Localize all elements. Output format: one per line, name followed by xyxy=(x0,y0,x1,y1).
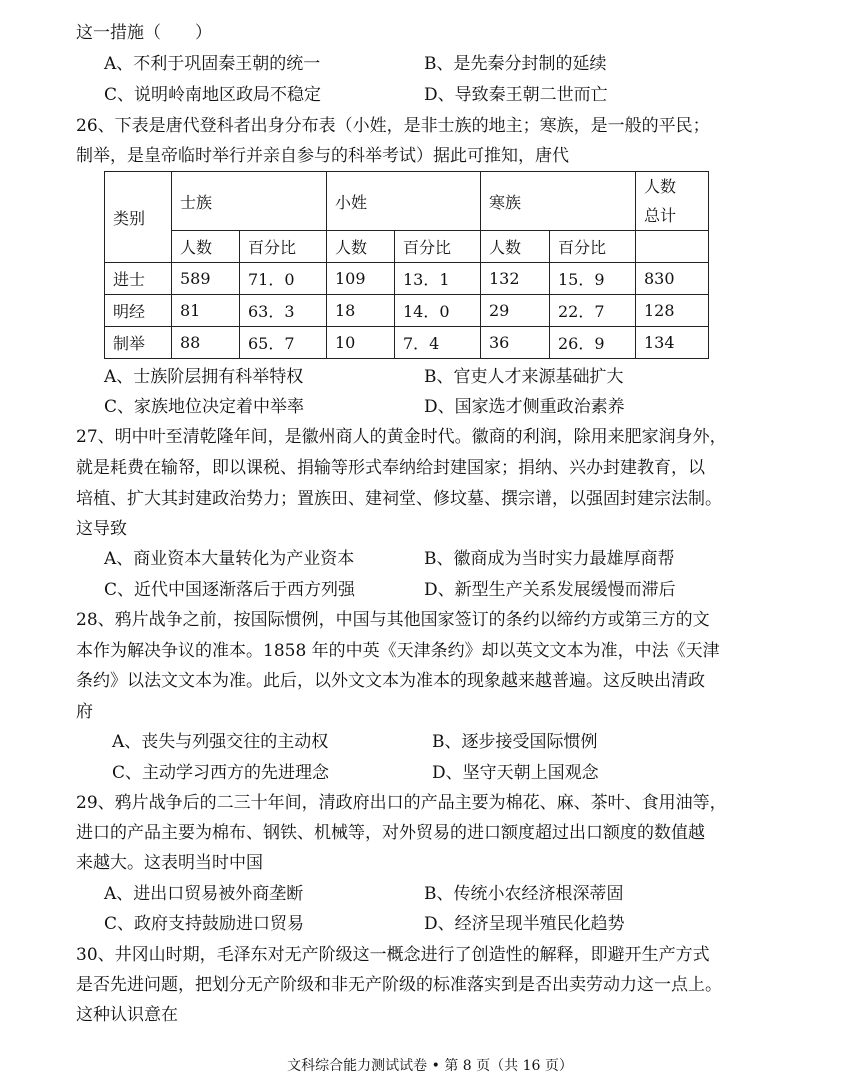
table-cell: 81 xyxy=(172,295,240,327)
table-cell: 29 xyxy=(481,295,550,327)
row-label: 明经 xyxy=(105,295,172,327)
page-footer: 文科综合能力测试试卷 • 第 8 页（共 16 页） xyxy=(287,1058,573,1074)
q29-option-c: C、政府支持鼓励进口贸易 xyxy=(104,914,305,934)
table-header-category: 类别 xyxy=(105,172,172,263)
table-cell: 65．7 xyxy=(240,327,327,359)
table-subheader-count: 人数 xyxy=(481,231,550,263)
q30-stem-line-3: 这种认识意在 xyxy=(76,1005,178,1025)
table-cell: 13．1 xyxy=(395,263,481,295)
q26-stem-line-2: 制举，是皇帝临时举行并亲自参与的科举考试）据此可推知，唐代 xyxy=(76,146,569,166)
q25-option-c: C、说明岭南地区政局不稳定 xyxy=(104,85,322,105)
table-cell: 22．7 xyxy=(550,295,636,327)
table-subheader-count: 人数 xyxy=(327,231,395,263)
table-header-xiaoxing: 小姓 xyxy=(327,172,481,231)
q27-stem-line-3: 培植、扩大其封建政治势力；置族田、建祠堂、修坟墓、撰宗谱，以强固封建宗法制。 xyxy=(76,489,722,509)
table-header-hanzu: 寒族 xyxy=(481,172,636,231)
q29-stem-line-3: 来越大。这表明当时中国 xyxy=(76,853,263,873)
row-label: 制举 xyxy=(105,327,172,359)
q26-option-d: D、国家选才侧重政治素养 xyxy=(424,397,625,417)
q28-option-a: A、丧失与列强交往的主动权 xyxy=(112,732,329,752)
table-cell: 14．0 xyxy=(395,295,481,327)
q26-option-b: B、官吏人才来源基础扩大 xyxy=(424,367,624,387)
table-subheader-blank xyxy=(636,231,709,263)
q30-stem-line-2: 是否先进问题，把划分无产阶级和非无产阶级的标准落实到是否出卖劳动力这一点上。 xyxy=(76,975,722,995)
q26-option-a: A、士族阶层拥有科举特权 xyxy=(104,367,304,387)
q28-option-c: C、主动学习西方的先进理念 xyxy=(112,763,330,783)
q28-option-b: B、逐步接受国际惯例 xyxy=(432,732,598,752)
table-cell: 109 xyxy=(327,263,395,295)
table-cell: 63．3 xyxy=(240,295,327,327)
table-header-shizu: 士族 xyxy=(172,172,327,231)
table-subheader-percent: 百分比 xyxy=(395,231,481,263)
q25-option-a: A、不利于巩固秦王朝的统一 xyxy=(104,54,321,74)
q28-stem-line-3: 条约》以法文文本为准。此后，以外文文本为准本的现象越来越普遍。这反映出清政 xyxy=(76,671,705,691)
table-row xyxy=(105,295,709,327)
row-label: 进士 xyxy=(105,263,172,295)
q27-option-a: A、商业资本大量转化为产业资本 xyxy=(104,549,355,569)
table-cell: 88 xyxy=(172,327,240,359)
table-subheader-percent: 百分比 xyxy=(240,231,327,263)
table-row xyxy=(105,327,709,359)
table-cell: 830 xyxy=(636,263,709,295)
q29-option-a: A、进出口贸易被外商垄断 xyxy=(104,884,304,904)
table-row xyxy=(105,263,709,295)
table-cell: 132 xyxy=(481,263,550,295)
table-header-total xyxy=(636,172,709,231)
table-header-total-line-2: 总计 xyxy=(644,206,677,225)
table-cell: 7．4 xyxy=(395,327,481,359)
table-cell: 15．9 xyxy=(550,263,636,295)
table-cell: 71．0 xyxy=(240,263,327,295)
q27-option-b: B、徽商成为当时实力最雄厚商帮 xyxy=(424,549,675,569)
table-cell: 18 xyxy=(327,295,395,327)
table-cell: 589 xyxy=(172,263,240,295)
q27-stem-line-2: 就是耗费在输帑，即以课税、捐输等形式奉纳给封建国家；捐纳、兴办封建教育，以 xyxy=(76,458,705,478)
q28-stem-line-2: 本作为解决争议的准本。1858 年的中英《天津条约》却以英文文本为准，中法《天津 xyxy=(76,641,720,661)
candidate-origin-table xyxy=(104,171,709,359)
q27-option-d: D、新型生产关系发展缓慢而滞后 xyxy=(424,580,676,600)
q29-option-b: B、传统小农经济根深蒂固 xyxy=(424,884,624,904)
q29-option-d: D、经济呈现半殖民化趋势 xyxy=(424,914,625,934)
q28-option-d: D、坚守天朝上国观念 xyxy=(432,763,599,783)
table-cell: 134 xyxy=(636,327,709,359)
q26-stem-line-1: 26、下表是唐代登科者出身分布表（小姓，是非士族的地主；寒族，是一般的平民； xyxy=(76,116,710,136)
table-header-total-line-1: 人数 xyxy=(644,177,677,196)
q26-option-c: C、家族地位决定着中举率 xyxy=(104,397,305,417)
q29-stem-line-1: 29、鸦片战争后的二三十年间，清政府出口的产品主要为棉花、麻、茶叶、食用油等， xyxy=(76,793,727,813)
q29-stem-line-2: 进口的产品主要为棉布、钢铁、机械等，对外贸易的进口额度超过出口额度的数值越 xyxy=(76,823,705,843)
q25-stem-end: 这一措施（ ） xyxy=(76,23,212,43)
table-cell: 128 xyxy=(636,295,709,327)
q27-stem-line-4: 这导致 xyxy=(76,519,127,539)
q27-stem-line-1: 27、明中叶至清乾隆年间，是徽州商人的黄金时代。徽商的利润，除用来肥家润身外， xyxy=(76,427,727,447)
q28-stem-line-4: 府 xyxy=(76,702,93,722)
table-cell: 36 xyxy=(481,327,550,359)
table-cell: 10 xyxy=(327,327,395,359)
q28-stem-line-1: 28、鸦片战争之前，按国际惯例，中国与其他国家签订的条约以缔约方或第三方的文 xyxy=(76,610,710,630)
table-subheader-count: 人数 xyxy=(172,231,240,263)
q30-stem-line-1: 30、井冈山时期，毛泽东对无产阶级这一概念进行了创造性的解释，即避开生产方式 xyxy=(76,945,710,965)
table-cell: 26．9 xyxy=(550,327,636,359)
q25-option-d: D、导致秦王朝二世而亡 xyxy=(424,85,608,105)
q25-option-b: B、是先秦分封制的延续 xyxy=(424,54,607,74)
q27-option-c: C、近代中国逐渐落后于西方列强 xyxy=(104,580,356,600)
table-subheader-percent: 百分比 xyxy=(550,231,636,263)
